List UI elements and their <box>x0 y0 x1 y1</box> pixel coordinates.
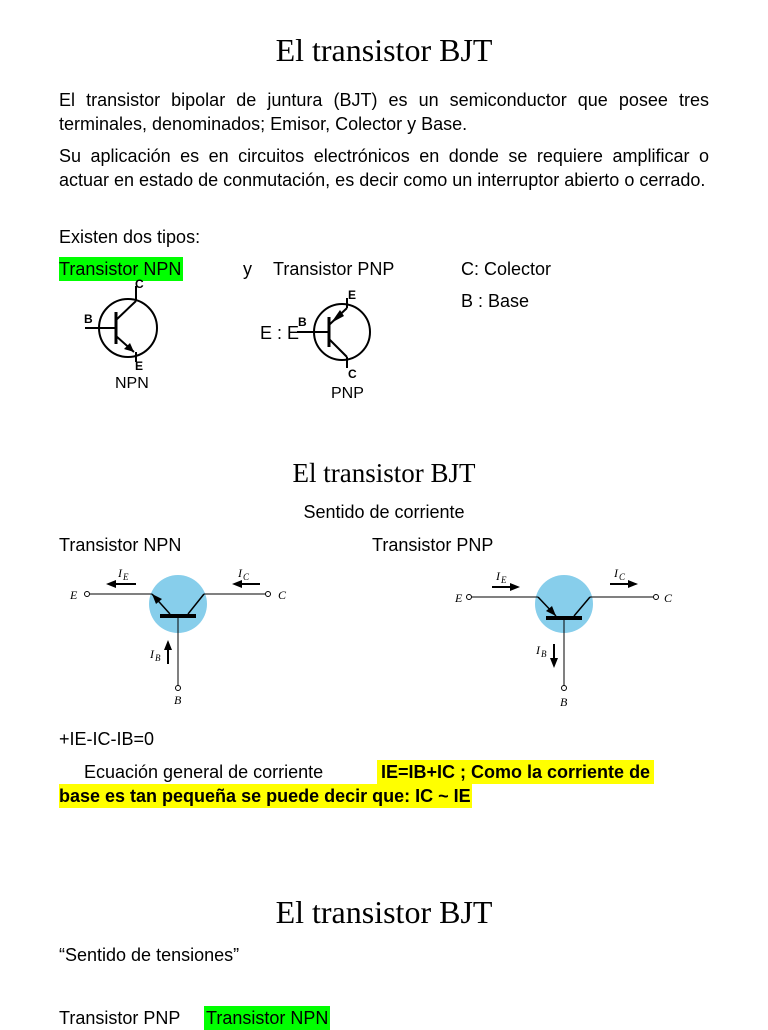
section2-title: El transistor BJT <box>292 458 476 488</box>
pnp-e-terminal: E <box>455 591 463 605</box>
voltage-direction-subtitle: “Sentido de tensiones” <box>59 945 240 965</box>
pnp-symbol <box>295 284 385 404</box>
intro-paragraph: El transistor bipolar de juntura (BJT) es un semiconductor que posee tres terminales, denominados; Emisor, Colector y Base. <box>59 90 709 134</box>
pnp-caption: PNP <box>331 385 364 402</box>
npn-voltage-label: Transistor NPN <box>206 1008 329 1028</box>
pnp-c-terminal: C <box>664 591 673 605</box>
npn-c-label: C <box>135 277 144 291</box>
pnp-ic-symbol: I <box>614 566 618 580</box>
pnp-b-label: B <box>298 315 307 329</box>
types-label: Existen dos tipos: <box>59 227 201 247</box>
pnp-ie-sub: E <box>501 575 507 585</box>
section1-title: El transistor BJT <box>275 32 493 68</box>
pnp-current-label: Transistor PNP <box>372 535 494 555</box>
npn-ie-sub: E <box>123 572 129 582</box>
npn-ie-symbol: I <box>118 566 122 580</box>
legend-collector: C: Colector <box>461 259 552 279</box>
pnp-ie-symbol: I <box>496 569 500 583</box>
equation-highlight-line1: IE=IB+IC ; Como la corriente de <box>377 760 654 784</box>
npn-symbol <box>78 274 178 396</box>
npn-current-diagram <box>60 560 300 710</box>
kcl-equation: +IE-IC-IB=0 <box>59 729 155 749</box>
current-direction-subtitle: Sentido de corriente <box>303 502 465 522</box>
npn-ic-sub: C <box>243 572 250 582</box>
npn-b-label: B <box>84 312 93 326</box>
npn-current-label: Transistor NPN <box>59 535 182 555</box>
npn-ib-symbol: I <box>150 647 154 661</box>
pnp-current-diagram <box>450 560 690 710</box>
equation-prefix: Ecuación general de corriente <box>84 762 324 782</box>
npn-ic-symbol: I <box>238 566 242 580</box>
pnp-e-label: E <box>348 288 357 302</box>
npn-c-terminal: C <box>278 588 287 602</box>
npn-b-terminal: B <box>174 693 182 707</box>
pnp-voltage-label: Transistor PNP <box>59 1008 181 1028</box>
pnp-ic-sub: C <box>619 572 626 582</box>
pnp-c-label: C <box>348 367 357 381</box>
pnp-type-label: Transistor PNP <box>273 259 395 279</box>
pnp-ib-symbol: I <box>536 643 540 657</box>
npn-type-label: Transistor NPN <box>59 259 182 279</box>
legend-emitter: E : E <box>260 323 300 343</box>
npn-ib-sub: B <box>155 653 161 663</box>
npn-caption: NPN <box>115 375 149 392</box>
npn-e-terminal: E <box>70 588 78 602</box>
and-word: y <box>243 259 252 279</box>
section3-title: El transistor BJT <box>275 894 493 930</box>
npn-e-label: E <box>135 359 144 373</box>
pnp-ib-sub: B <box>541 649 547 659</box>
application-paragraph: Su aplicación es en circuitos electrónicos en donde se requiere amplificar o actuar en estado de conmutación, es decir como un interruptor abierto o cerrado. <box>59 146 709 190</box>
equation-highlight-line2: base es tan pequeña se puede decir que: IC ~ IE <box>59 786 471 806</box>
pnp-b-terminal: B <box>560 695 568 709</box>
legend-base: B : Base <box>461 291 530 311</box>
